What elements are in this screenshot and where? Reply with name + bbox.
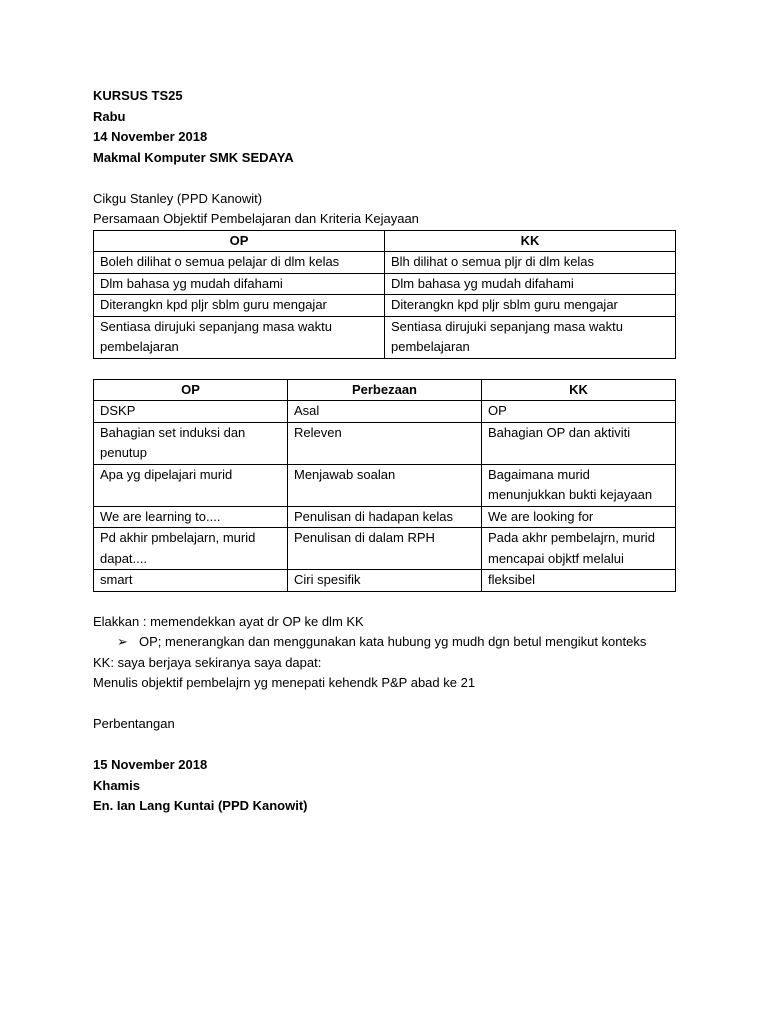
table-header-row — [94, 379, 676, 401]
bullet-text: OP; menerangkan dan menggunakan kata hubung yg mudh dgn betul mengikut konteks — [139, 634, 647, 649]
table-header-cell: KK — [482, 379, 676, 401]
note-elakkan: Elakkan : memendekkan ayat dr OP ke dlm KK — [93, 613, 364, 629]
table-cell: Releven — [288, 422, 482, 464]
table-row — [94, 506, 676, 528]
table-cell: Ciri spesifik — [288, 570, 482, 592]
table-cell: Sentiasa dirujuki sepanjang masa waktu pembelajaran — [94, 316, 385, 358]
table-row — [94, 273, 676, 295]
table-cell: Penulisan di hadapan kelas — [288, 506, 482, 528]
table-row — [94, 401, 676, 423]
note-menulis: Menulis objektif pembelajrn yg menepati kehendk P&P abad ke 21 — [93, 675, 476, 690]
table-header-cell: Perbezaan — [288, 379, 482, 401]
course-title: KURSUS TS25 — [93, 88, 183, 103]
table-cell: Diterangkn kpd pljr sblm guru mengajar — [385, 295, 676, 317]
day2-speaker: En. Ian Lang Kuntai (PPD Kanowit) — [93, 798, 308, 813]
table-cell: DSKP — [94, 401, 288, 423]
table-row — [94, 464, 676, 506]
table-cell: Sentiasa dirujuki sepanjang masa waktu pembelajaran — [385, 316, 676, 358]
day2-day: Khamis — [93, 777, 140, 793]
table-cell: We are learning to.... — [94, 506, 288, 528]
comparison-table-differences — [93, 379, 676, 592]
spacer — [93, 168, 675, 189]
table-row — [94, 422, 676, 464]
table-row — [94, 570, 676, 592]
table-row — [94, 252, 676, 274]
table-header-row — [94, 230, 676, 252]
table-row — [94, 316, 676, 358]
table-cell: Pada akhr pembelajrn, murid mencapai objktf melalui — [482, 528, 676, 570]
spacer — [93, 735, 675, 756]
table-cell: Apa yg dipelajari murid — [94, 464, 288, 506]
bullet-item — [93, 632, 675, 653]
table-header-cell: OP — [94, 379, 288, 401]
course-day: Rabu — [93, 108, 126, 124]
document-page — [93, 86, 675, 817]
arrow-bullet-icon: ➢ — [117, 634, 128, 649]
table-cell: Boleh dilihat o semua pelajar di dlm kelas — [94, 252, 385, 274]
table-header-cell: OP — [94, 230, 385, 252]
course-venue: Makmal Komputer SMK SEDAYA — [93, 149, 294, 165]
table-cell: Penulisan di dalam RPH — [288, 528, 482, 570]
table-cell: Pd akhir pmbelajarn, murid dapat.... — [94, 528, 288, 570]
table-cell: fleksibel — [482, 570, 676, 592]
table-cell: Dlm bahasa yg mudah difahami — [94, 273, 385, 295]
table-cell: Blh dilihat o semua pljr di dlm kelas — [385, 252, 676, 274]
comparison-table-similarities — [93, 230, 676, 359]
note-perbentangan: Perbentangan — [93, 716, 175, 731]
table-cell: Asal — [288, 401, 482, 423]
table-cell: Bahagian OP dan aktiviti — [482, 422, 676, 464]
table-cell: OP — [482, 401, 676, 423]
table-1-caption: Persamaan Objektif Pembelajaran dan Kriteria Kejayaan — [93, 211, 419, 226]
course-date: 14 November 2018 — [93, 129, 208, 144]
note-kk: KK: saya berjaya sekiranya saya dapat: — [93, 654, 322, 670]
table-cell: smart — [94, 570, 288, 592]
table-cell: Dlm bahasa yg mudah difahami — [385, 273, 676, 295]
table-row — [94, 528, 676, 570]
table-cell: Diterangkn kpd pljr sblm guru mengajar — [94, 295, 385, 317]
table-row — [94, 295, 676, 317]
spacer — [93, 694, 675, 715]
table-cell: Menjawab soalan — [288, 464, 482, 506]
table-cell: Bahagian set induksi dan penutup — [94, 422, 288, 464]
day2-date: 15 November 2018 — [93, 757, 208, 772]
speaker-1: Cikgu Stanley (PPD Kanowit) — [93, 190, 263, 206]
table-cell: We are looking for — [482, 506, 676, 528]
table-header-cell: KK — [385, 230, 676, 252]
table-cell: Bagaimana murid menunjukkan bukti kejayaan — [482, 464, 676, 506]
